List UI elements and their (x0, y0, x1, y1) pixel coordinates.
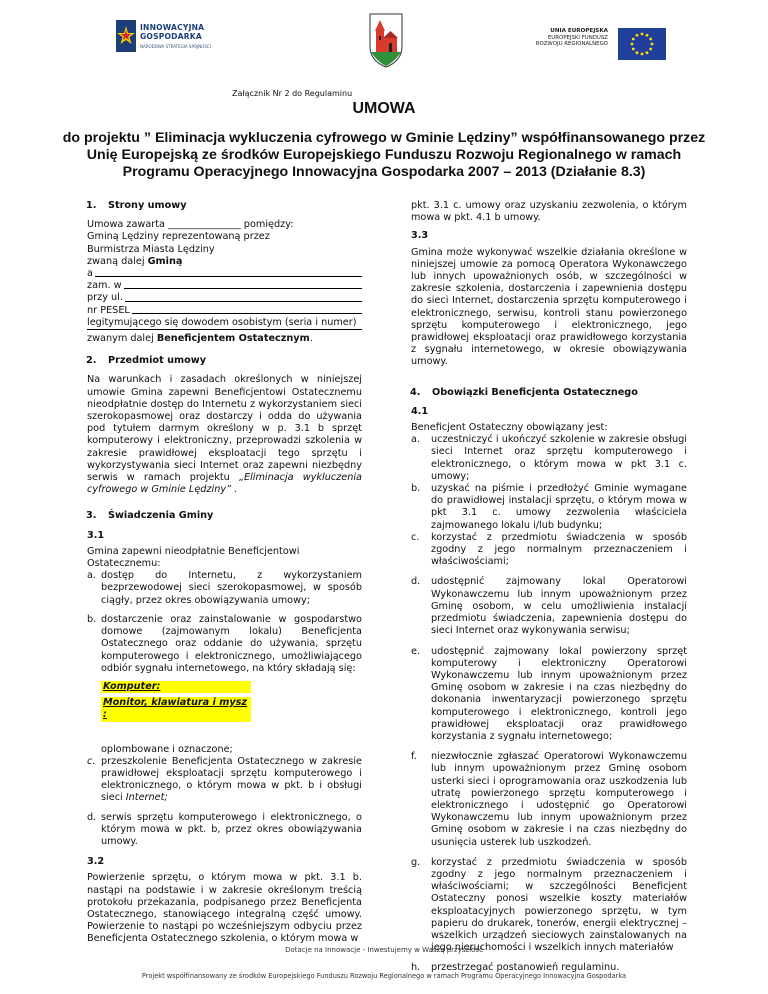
s31-item-b: b. dostarczenie oraz zainstalowanie w gospodarstwo domowe (zajmowanym lokalu) Beneficjenta Ostatecznego oraz oddanie do używania, sprzętu komputerowego i elektronicznego, umożliwiającego odbiór sygnału internetowego, na który składają się: (87, 613, 362, 674)
doc-title: UMOWA (352, 100, 416, 117)
s41-item: e. udostępnić zajmowany lokal powierzony sprzęt komputerowy i elektroniczny Operatorowi Wykonawczemu lub innym upoważnionym przez Gminę osobom w zakresie i na czas niezbędny do dokonania inwentaryzacji powierzonego sprzętu komputerowego i elektronicznego, kontroli jego prawidłowej eksploatacji oraz prawidłowego korzystania z sygnału internetowego; (411, 645, 687, 742)
s41-item: a. uczestniczyć i ukończyć szkolenie w zakresie obsługi sieci Internet oraz sprzętu komputerowego i elektronicznego, o którym mowa w pkt 3.1 c. umowy; (411, 434, 687, 482)
s41-item: h. przestrzegać postanowień regulaminu. (411, 962, 620, 974)
left-column (87, 200, 362, 946)
s32-paragraph: Powierzenie sprzętu, o którym mowa w pkt. 3.1 b. nastąpi na podstawie i w zakresie określonym treścią protokołu przekazania, podpisanego przez Beneficjenta Ostatecznego, stanowiącego integralną część umowy. Powierzenie to nastąpi po wcześniejszym odbyciu przez Beneficjenta Ostatecznego szkolenia, o którym mowa w (87, 872, 362, 945)
s31-item-d: d. serwis sprzętu komputerowego i elektronicznego, o którym mowa w pkt. b, przez okres obowiązywania umowy. (87, 811, 362, 847)
section-2-heading: 2. Przedmiot umowy (86, 355, 207, 367)
innowacyjna-gospodarka-logo (116, 20, 226, 54)
footer-slogan: Dotacje na Innowacje - Inwestujemy w Waszą przyszłość (285, 946, 483, 954)
monitor-field: Monitor, klawiatura i mysz : (101, 697, 251, 721)
s31-intro: Gmina zapewni nieodpłatnie Beneficjentowi Ostatecznemu: (87, 545, 300, 570)
section-3-heading: 3. Świadczenia Gminy (86, 510, 214, 522)
section-4-heading: 4. Obowiązki Beneficjenta Ostatecznego (410, 386, 638, 398)
heading-3-1: 3.1 (87, 529, 105, 541)
eu-flag-icon (618, 28, 666, 60)
eu-line2: EUROPEJSKI FUNDUSZ (547, 34, 608, 41)
heading-4-1: 4.1 (411, 405, 429, 417)
computer-field: Komputer: (101, 681, 251, 693)
eu-logo (535, 28, 666, 60)
field-street: przy ul. (87, 292, 362, 304)
s41-item: c. korzystać z przedmiotu świadczenia w sposób zgodny z jego normalnym przeznaczeniem i właściwościami; (411, 531, 687, 568)
s1-line5: legitymującego się dowodem osobistym (seria i numer) (87, 316, 357, 328)
attachment-note: Załącznik Nr 2 do Regulaminu (232, 89, 353, 98)
ig-line1: INNOWACYJNA (140, 23, 205, 32)
s41-item: d. udostępnić zajmowany lokal Operatorowi Wykonawczemu lub innym upoważnionym przez Gminę osobom, w celu umożliwienia instalacji przedmiotu świadczenia, zapewnienia dostępu do sieci Internet oraz wykonywania serwisu; (411, 576, 687, 637)
field-pesel: nr PESEL (87, 305, 362, 317)
heading-3-3: 3.3 (411, 230, 429, 242)
s32-continued: pkt. 3.1 c. umowy oraz uzyskaniu zezwolenia, o którym mowa w pkt. 4.1 b umowy. (411, 200, 687, 224)
ig-star-icon (116, 20, 136, 52)
s2-paragraph: Na warunkach i zasadach określonych w niniejszej umowie Gmina zapewni Beneficjentowi Ostatecznemu nieodpłatnie dostęp do Internetu z wykorzystaniem sieci szerokopasmowej oraz dostarczy i odda do używania pod tytułem darmym określony w p. 3.1 b sprzęt komputerowy i elektroniczny, przeprowadzi szkolenia w zakresie prawidłowej eksploatacji tego sprzętu i wykorzystywania sieci Internet oraz zapewni niezbędny serwis w ramach projektu „Eliminacja wykluczenia cyfrowego w Gminie Lędziny” . (87, 374, 362, 496)
s41-item: f. niezwłocznie zgłaszać Operatorowi Wykonawczemu lub innym upoważnionym przez Gminę osobom usterki sieci i oprogramowania oraz uszkodzenia lub utratę powierzonego sprzętu komputerowego i elektronicznego i udostępnić go Operatorowi Wykonawczemu lub innym upoważnionym przez Gminę osobom w zakresie i na czas niezbędny do usunięcia usterek lub uszkodzeń. (411, 751, 687, 848)
eu-line1: UNIA EUROPEJSKA (550, 28, 608, 34)
s41-item: b. uzyskać na piśmie i przedłożyć Gminie wymagane do prawidłowej instalacji sprzętu, o którym mowa w pkt 3.1 c. umowy zezwolenia właściciela zajmowanego lokalu i/lub budynku; (411, 483, 687, 531)
s31-item-c: c. przeszkolenie Beneficjenta Ostatecznego w zakresie prawidłowej eksploatacji sprzętu komputerowego i elektronicznego, o którym mowa w pkt. b i obsługi sieci Internet; (87, 755, 362, 804)
s1-line4: zwaną dalej Gminą (87, 255, 183, 267)
s33-paragraph: Gmina może wykonywać wszelkie działania określone w niniejszej umowie za pomocą Operatora Wykonawczego lub innych upoważnionych osób, w szczególności w zakresie szkolenia, dostarczenia i zapewnienia dostępu do sieci Internet, dostarczenia sprzętu komputerowego i elektronicznego, serwisu, kontroli stanu powierzonego sprzętu komputerowego i elektronicznego, jego prawidłowej eksploatacji oraz prawidłowego korzystania z sygnału internetowego, w okresie obowiązywania umowy. (411, 246, 687, 368)
s31-item-a: a. dostęp do Internetu, z wykorzystaniem bezprzewodowej sieci szerokopasmowej, w sposób ciągły, przez okres obowiązywania umowy; (87, 570, 362, 606)
ig-line2: GOSPODARKA (140, 31, 202, 41)
s41-intro: Beneficjent Ostateczny obowiązany jest: (411, 422, 608, 434)
s1-line2: Gminą Lędziny reprezentowaną przez (87, 231, 270, 243)
footer-funding-note: Projekt współfinansowany ze środków Europejskiego Funduszu Rozwoju Regionalnego w ramach Programu Operacyjnego Innowacyjna Gospodarka (141, 972, 627, 980)
s1-line6: zwanym dalej Beneficjentem Ostatecznym. (87, 333, 313, 345)
section-1-heading: 1. Strony umowy (86, 200, 187, 211)
s1-line1: Umowa zawarta _______________ pomiędzy: (87, 219, 294, 231)
heading-3-2: 3.2 (87, 856, 105, 868)
project-title: do projektu ” Eliminacja wykluczenia cyfrowego w Gminie Lędziny” współfinansowanego przez Unię Europejską ze środków Europejskiego Funduszu Rozwoju Regionalnego w ramach Programu Operacyjnego Innowacyjna Gospodarka 2007 – 2013 (Działanie 8.3) (62, 130, 706, 180)
ig-sub: NARODOWA STRATEGIA SPÓJNOŚCI (140, 44, 211, 49)
right-column (411, 200, 687, 975)
s41-item: g. korzystać z przedmiotu świadczenia w sposób zgodny z jego normalnym przeznaczeniem i właściwościami; w szczególności Beneficjent Ostateczny ponosi wszelkie koszty materiałów eksploatacyjnych powierzonego sprzętu, w tym papieru do drukarek, tonerów, energii elektrycznej – wszelkich urządzeń sieciowych zainstalowanych na jego nieruchomości i wszelkich innych materiałów (411, 856, 687, 954)
s1-line3: Burmistrza Miasta Lędziny (87, 243, 215, 255)
ledziny-crest-icon (368, 12, 404, 68)
field-city: zam. w (87, 280, 362, 292)
field-name: a (87, 268, 362, 280)
eu-line3: ROZWOJU REGIONALNEGO (535, 41, 608, 48)
sealed-note: oplombowane i oznaczone; (101, 743, 233, 755)
